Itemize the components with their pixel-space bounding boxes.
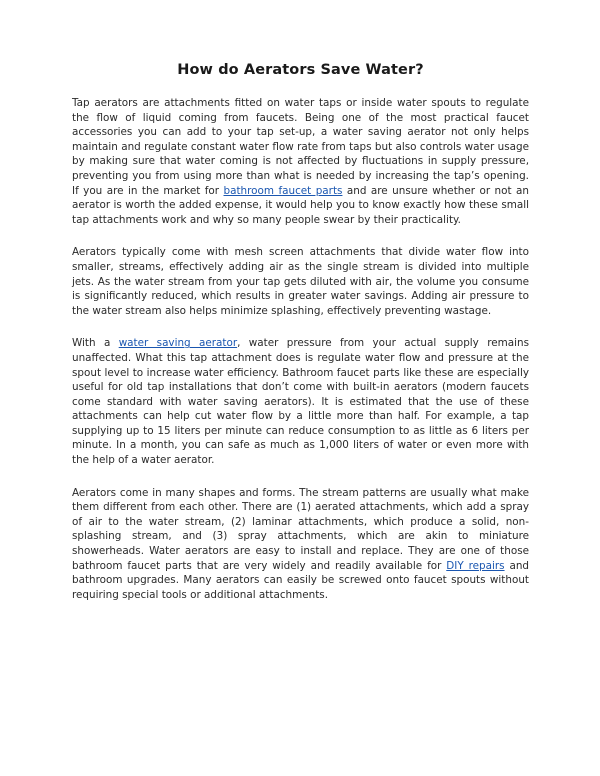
- paragraph-how-aerators-work: Aerators typically come with mesh screen attachments that divide water flow into smaller, streams, effectively adding air as the single stream is divided into multiple jets. As the water stream from your tap gets diluted with air, the volume you consume is significantly reduced, which results in greater water savings. Adding air pressure to the water stream also helps minimize splashing, effectively preventing wastage.: [72, 246, 529, 317]
- document-page: [72, 62, 529, 620]
- diy-repairs-link[interactable]: DIY repairs: [446, 559, 505, 572]
- paragraph-text: and bathroom upgrades. Many aerators can easily be screwed onto faucet spouts without requiring special tools or additional attachments.: [72, 559, 530, 601]
- water-saving-aerator-link[interactable]: water saving aerator: [118, 337, 238, 350]
- paragraph-intro: [72, 96, 529, 227]
- paragraph-aerator-types: [72, 486, 529, 603]
- paragraph-text: and are unsure whether or not an aerator is worth the added expense, it would help you to know exactly how these small tap attachments work and why so many people swear by their practicality.: [72, 184, 529, 226]
- paragraph-text: With a: [72, 337, 119, 350]
- page-title: How do Aerators Save Water?: [177, 62, 424, 78]
- paragraph-text: Tap aerators are attachments fitted on water taps or inside water spouts to regulate the flow of liquid coming from faucets. Being one of the most practical faucet accessories you can add to your tap set-up, a water saving aerator not only helps maintain and regulate constant water flow rate from taps but also controls water usage by making sure that water coming is not affected by fluctuations in supply pressure, preventing you from using more than what is needed by increasing the tap’s opening. If you are in the market for: [72, 97, 529, 197]
- bathroom-faucet-parts-link[interactable]: bathroom faucet parts: [223, 184, 343, 197]
- paragraph-water-savings: [72, 336, 529, 467]
- paragraph-text: Aerators come in many shapes and forms. The stream patterns are usually what make them different from each other. There are (1) aerated attachments, which add a spray of air to the water stream, (2) laminar attachments, which produce a solid, non-splashing stream, and (3) spray attachments, which are akin to miniature showerheads. Water aerators are easy to install and replace. They are one of those bathroom faucet parts that are very widely and readily available for: [72, 486, 529, 572]
- paragraph-text: , water pressure from your actual supply remains unaffected. What this tap attachment does is regulate water flow and pressure at the spout level to increase water efficiency. Bathroom faucet parts like these are especially useful for old tap installations that don’t come with built-in aerators (modern faucets come standard with water saving aerators). It is estimated that the use of these attachments can help cut water flow by a little more than half. For example, a tap supplying up to 15 liters per minute can reduce consumption to as little as 6 liters per minute. In a month, you can safe as much as 1,000 liters of water or even more with the help of a water aerator.: [72, 337, 530, 467]
